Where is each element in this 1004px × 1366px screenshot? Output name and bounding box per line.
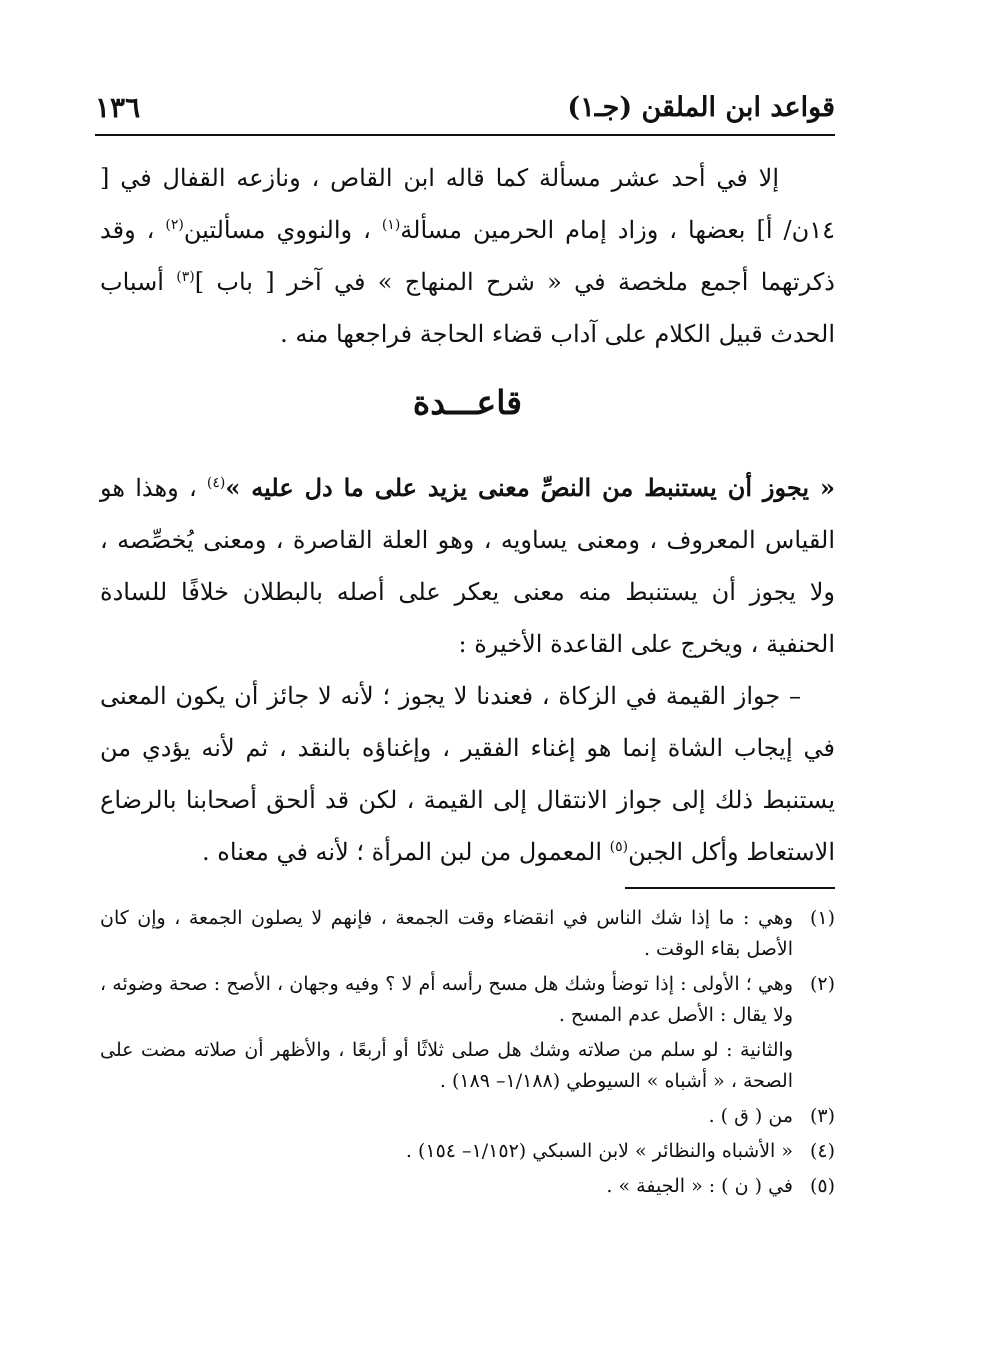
page-number: ١٣٦ (95, 90, 141, 124)
footnote-item (100, 903, 835, 965)
intro-text-4: أسباب الحدث قبيل الكلام على آداب قضاء الحاجة فراجعها منه . (100, 268, 835, 348)
footnote-item (100, 1101, 835, 1132)
footnote-number: (٤) (809, 1140, 835, 1162)
footnote-number (793, 1035, 835, 1097)
intro-text-3: ، وقد ذكرتهما أجمع ملخصة في « شرح المنهاج » في آخر [ باب ] (100, 216, 835, 296)
footnote-item (100, 1136, 835, 1167)
footnote-text: « الأشباه والنظائر » لابن السبكي (١/١٥٢– ١٥٤) . (405, 1140, 793, 1162)
footnote-text: في ( ن ) : « الجيفة » . (606, 1175, 793, 1197)
intro-text-1: إلا في أحد عشر مسألة كما قاله ابن القاص ، ونازعه القفال في [ ١٤ن/ أ] بعضها ، وزاد إمام الحرمين مسألة (100, 164, 835, 244)
footnote-text: والثانية : لو سلم من صلاته وشك هل صلى ثلاثًا أو أربعًا ، والأظهر أن صلاته مضت على الصحة ، « أشباه » السيوطي (١/١٨٨– ١٨٩) . (100, 1039, 793, 1092)
footnote-item (100, 1171, 835, 1202)
footnote-text: من ( ق ) . (708, 1105, 793, 1127)
header-divider (95, 134, 835, 136)
section-heading: قاعـــدة (412, 383, 523, 422)
rule-para2-a: – جواز القيمة في الزكاة ، فعندنا لا يجوز ؛ لأنه لا جائز أن يكون المعنى في إيجاب الشاة إنما هو إغناء الفقير ، وإغناؤه بالنقد ، ثم لأنه يؤدي من يستنبط ذلك إلى جواز الانتقال إلى القيمة ، لكن قد ألحق أصحابنا بالرضاع الاستعاط وأكل الجبن (100, 682, 835, 866)
rule-text: ، وهذا هو القياس المعروف ، ومعنى يساويه ، وهو العلة القاصرة ، ومعنى يُخصِّصه ، ولا يجوز أن يستنبط منه معنى يعكر على أصله بالبطلان خلافًا للسادة الحنفية ، ويخرج على القاعدة الأخيرة : (100, 474, 835, 658)
page-header (95, 85, 835, 129)
running-title: قواعد ابن الملقن (جـ١) (567, 91, 835, 123)
footnote-number: (٣) (809, 1105, 835, 1127)
footnote-divider (625, 887, 835, 889)
rule-quote: « يجوز أن يستنبط من النصِّ معنى يزيد على ما دل عليه » (225, 473, 835, 502)
footnote-ref-3: (٣) (176, 269, 195, 285)
footnote-number: (١) (809, 907, 835, 929)
rule-section (100, 462, 835, 878)
intro-text-2: ، والنووي مسألتين (183, 216, 382, 244)
intro-paragraph (100, 152, 835, 360)
footnote-text: وهي ؛ الأولى : إذا توضأ وشك هل مسح رأسه أم لا ؟ وفيه وجهان ، الأصح : صحة وضوئه ، ولا يقال : الأصل عدم المسح . (100, 973, 793, 1026)
footnote-ref-2: (٢) (165, 217, 184, 233)
footnotes (100, 903, 835, 1206)
footnote-ref-4: (٤) (206, 475, 226, 491)
footnote-item (100, 969, 835, 1031)
footnote-number: (٢) (809, 973, 835, 995)
footnote-ref-1: (١) (381, 217, 401, 233)
footnote-item (100, 1035, 835, 1097)
rule-para2-b: المعمول من لبن المرأة ؛ لأنه في معناه . (202, 838, 610, 866)
footnote-text: وهي : ما إذا شك الناس في انقضاء وقت الجمعة ، فإنهم لا يصلون الجمعة ، وإن كان الأصل بقاء الوقت . (100, 907, 793, 960)
footnote-number: (٥) (809, 1175, 835, 1197)
footnote-ref-5: (٥) (609, 839, 629, 855)
